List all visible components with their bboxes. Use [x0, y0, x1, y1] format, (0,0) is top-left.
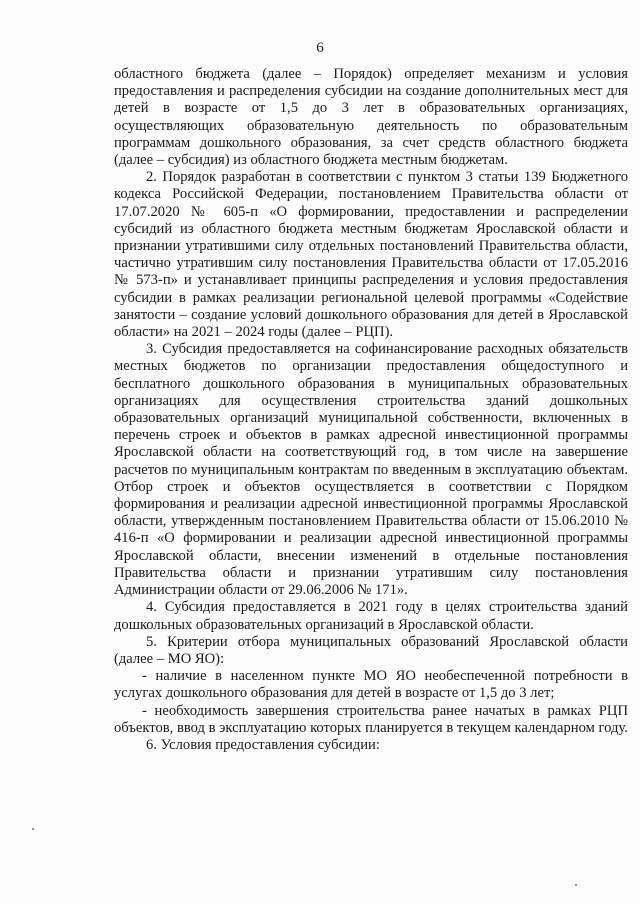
scan-speck: [32, 828, 34, 830]
paragraph-intro-continuation: областного бюджета (далее – Порядок) определяет механизм и условия предоставления и распределения субсидии на создание дополнительных мест для детей в возрасте от 1,5 до 3 лет в образовательных организациях, осуществляющих образовательную деятельность по образовательным программам дошкольного образования, за счет средств областного бюджета (далее – субсидия) из областного бюджета местным бюджетам.: [114, 66, 628, 169]
paragraph-4: 4. Субсидия предоставляется в 2021 году в целях строительства зданий дошкольных образовательных организаций в Ярославской области.: [114, 599, 628, 633]
paragraph-6: 6. Условия предоставления субсидии:: [146, 736, 380, 753]
paragraph-5-criterion-1: - наличие в населенном пункте МО ЯО необеспеченной потребности в услугах дошкольного образования для детей в возрасте от 1,5 до 3 лет;: [114, 668, 628, 702]
page-number: 6: [316, 40, 324, 56]
paragraph-2: 2. Порядок разработан в соответствии с пунктом 3 статьи 139 Бюджетного кодекса Российской Федерации, постановлением Правительства области от 17.07.2020 № 605-п «О формировании, предоставлении и распределении субсидий из областного бюджета местным бюджетам Ярославской области и признании утратившими силу отдельных постановлений Правительства области, частично утратившим силу постановления Правительства области от 17.05.2016 № 573-п» и устанавливает принципы распределения и условия предоставления субсидии в рамках реализации региональной целевой программы «Содействие занятости – создание условий дошкольного образования для детей в Ярославской области» на 2021 – 2024 годы (далее – РЦП).: [114, 169, 628, 341]
paragraph-5-criterion-2: - необходимость завершения строительства ранее начатых в рамках РЦП объектов, ввод в эксплуатацию которых планируется в текущем календарном году.: [114, 702, 628, 736]
paragraph-5: 5. Критерии отбора муниципальных образований Ярославской области (далее – МО ЯО):: [114, 633, 628, 667]
paragraph-3: 3. Субсидия предоставляется на софинансирование расходных обязательств местных бюджетов по организации предоставления общедоступного и бесплатного дошкольного образования в муниципальных образовательных организациях для осуществления строительства зданий дошкольных образовательных организаций муниципальной собственности, включенных в перечень строек и объектов в рамках адресной инвестиционной программы Ярославской области на соответствующий год, в том числе на завершение расчетов по муниципальным контрактам по введенным в эксплуатацию объектам. Отбор строек и объектов осуществляется в соответствии с Порядком формирования и реализации адресной инвестиционной программы Ярославской области, утвержденным постановлением Правительства области от 15.06.2010 № 416-п «О формировании и реализации адресной инвестиционной программы Ярославской области, внесении изменений в отдельные постановления Правительства области и признании утратившим силу постановления Администрации области от 29.06.2006 № 171».: [114, 341, 628, 599]
document-body: [114, 66, 628, 754]
scan-speck: [575, 884, 577, 886]
